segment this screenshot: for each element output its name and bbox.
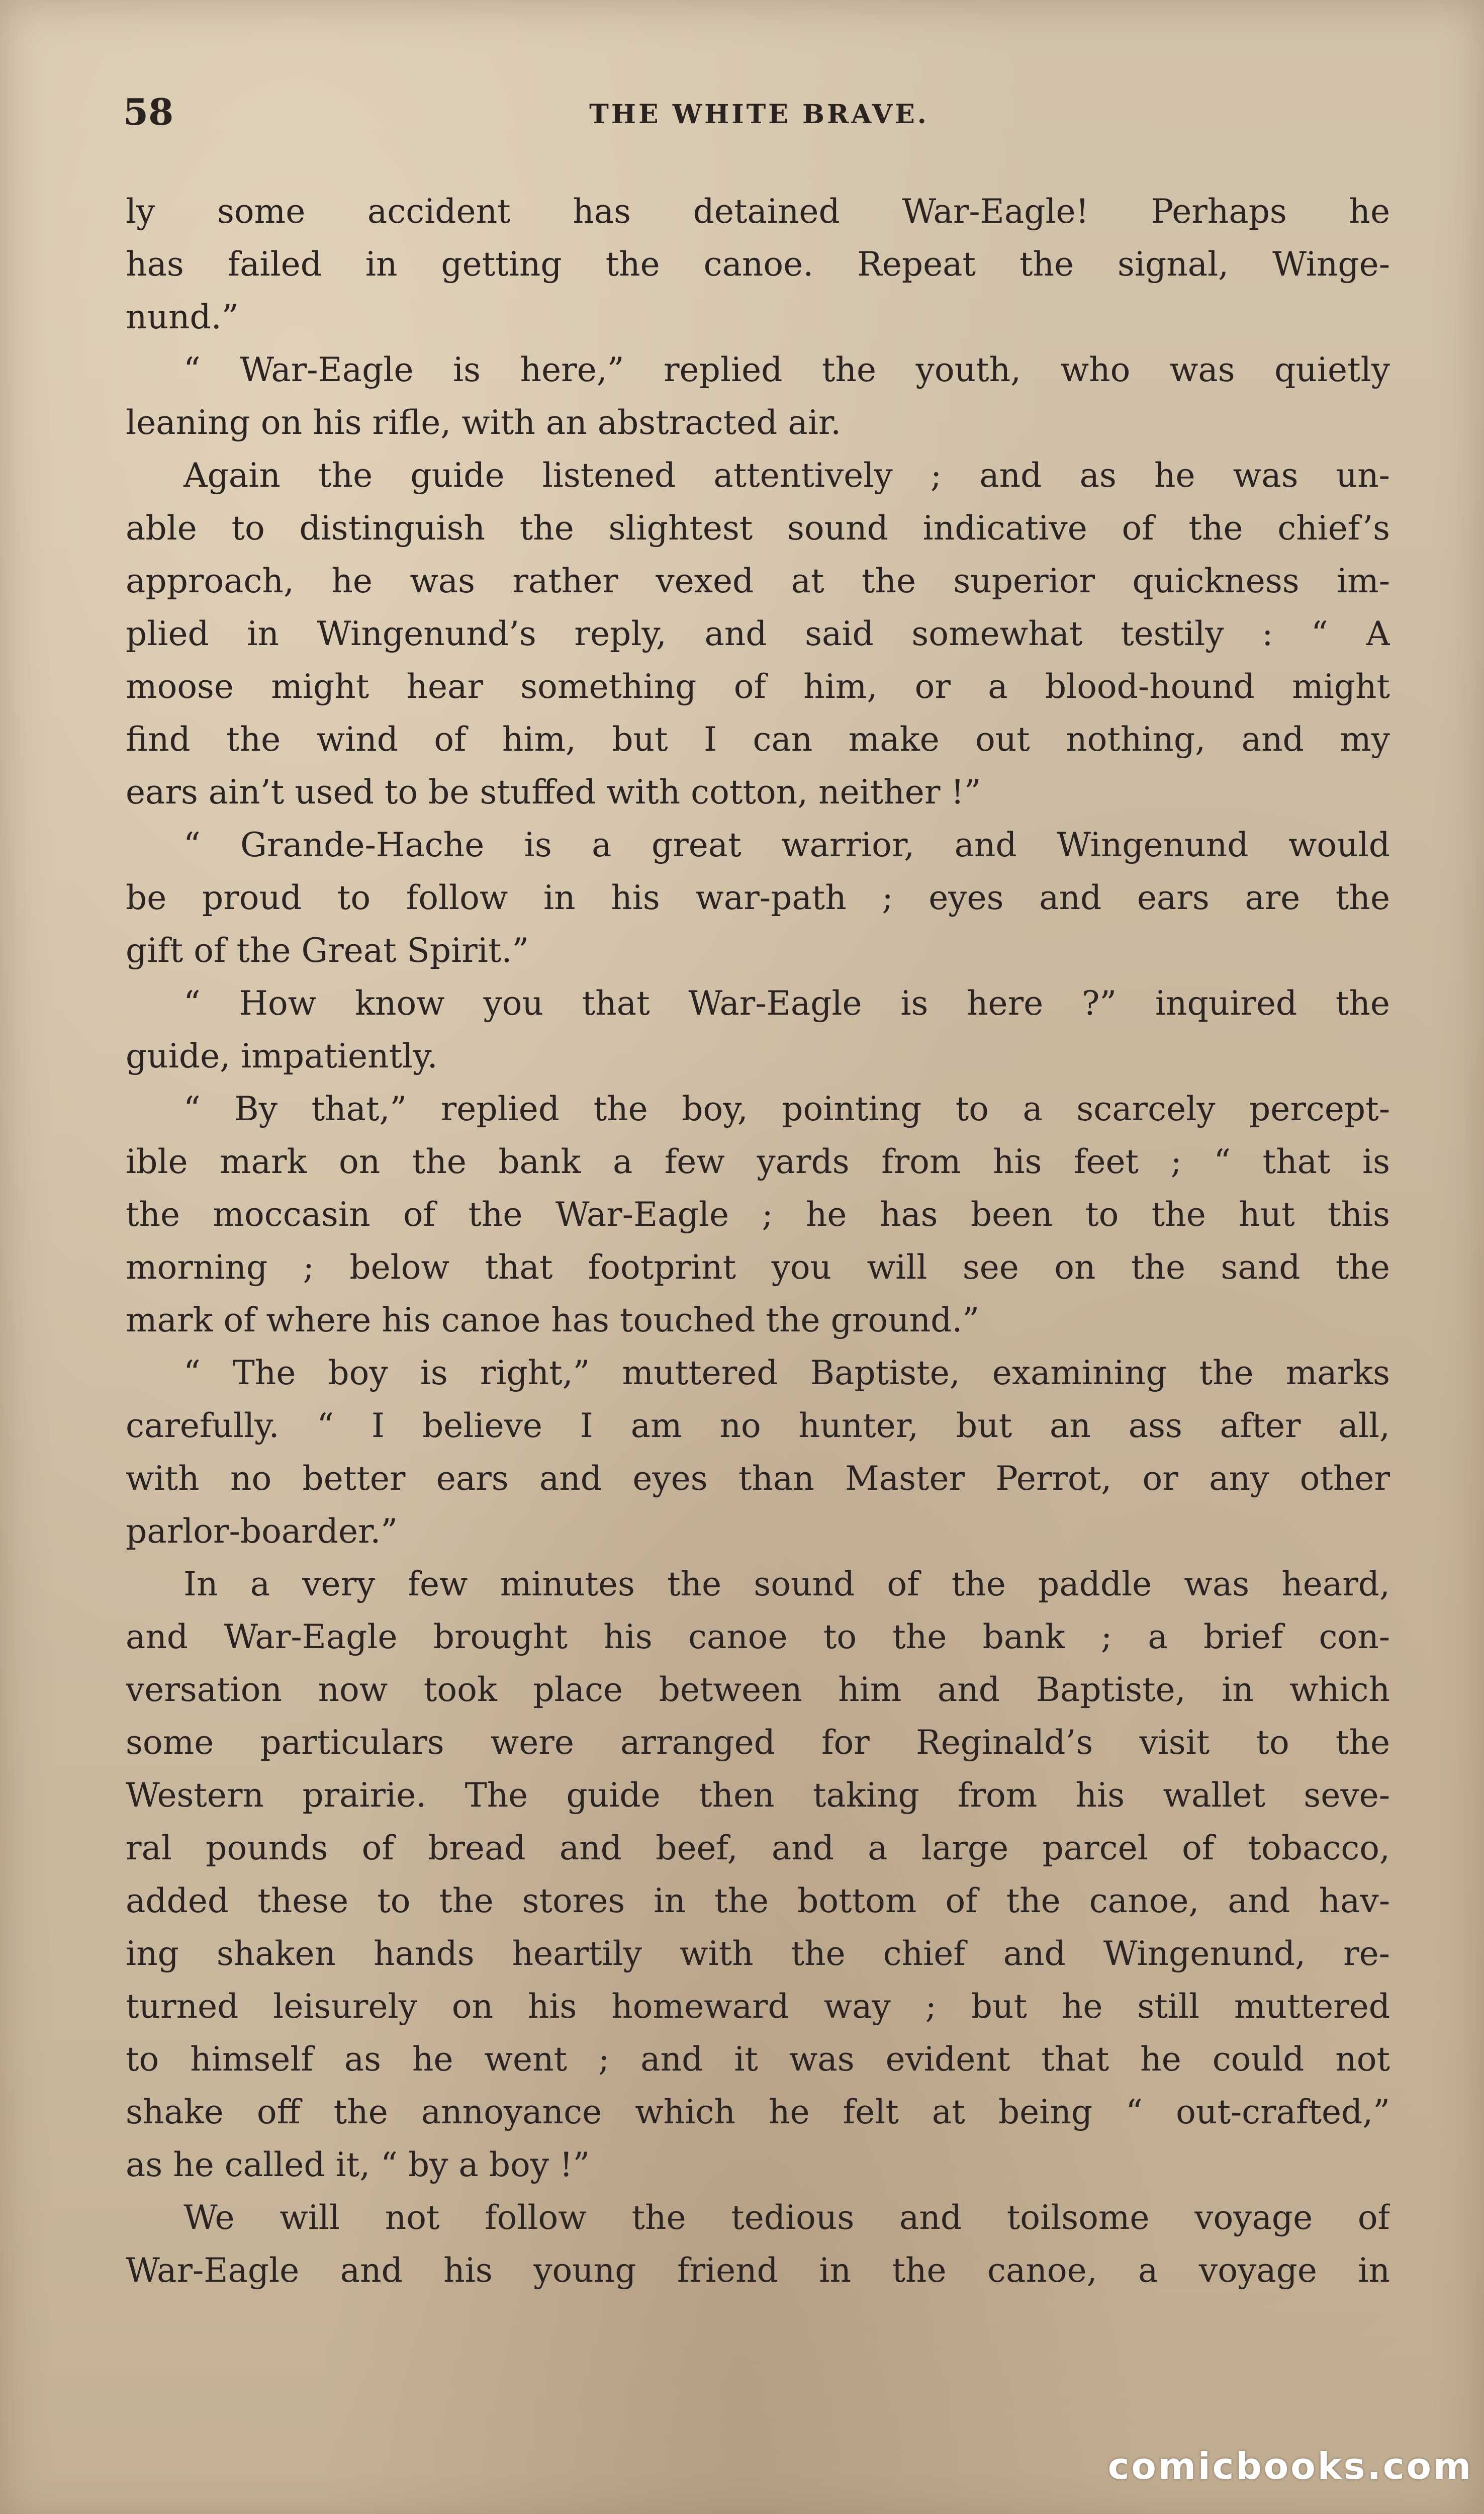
text-line: be proud to follow in his war-path ; eyes and ears are the bbox=[126, 878, 1390, 917]
text-line: We will not follow the tedious and toilsome voyage of bbox=[183, 2198, 1390, 2237]
text-line: and War-Eagle brought his canoe to the bank ; a brief con- bbox=[126, 1618, 1390, 1656]
text-line: as he called it, “ by a boy !” bbox=[126, 2145, 590, 2184]
text-line: ral pounds of bread and beef, and a large parcel of tobacco, bbox=[126, 1829, 1390, 1867]
text-line: ly some accident has detained War-Eagle! Perhaps he bbox=[126, 192, 1390, 231]
page-number: 58 bbox=[123, 91, 174, 133]
text-line: “ War-Eagle is here,” replied the youth, who was quietly bbox=[183, 350, 1390, 389]
text-line: added these to the stores in the bottom of the canoe, and hav- bbox=[126, 1881, 1390, 1920]
text-line: to himself as he went ; and it was evident that he could not bbox=[126, 2040, 1390, 2079]
text-line: approach, he was rather vexed at the superior quickness im- bbox=[126, 562, 1390, 600]
text-line: moose might hear something of him, or a blood-hound might bbox=[126, 667, 1390, 706]
text-line: Western prairie. The guide then taking from his wallet seve- bbox=[126, 1776, 1390, 1815]
text-line: War-Eagle and his young friend in the canoe, a voyage in bbox=[126, 2251, 1390, 2290]
text-line: the moccasin of the War-Eagle ; he has been to the hut this bbox=[126, 1195, 1390, 1234]
text-line: leaning on his rifle, with an abstracted air. bbox=[126, 403, 842, 442]
text-line: plied in Wingenund’s reply, and said somewhat testily : “ A bbox=[126, 614, 1390, 653]
running-header bbox=[123, 84, 1395, 140]
text-line: In a very few minutes the sound of the paddle was heard, bbox=[183, 1565, 1390, 1603]
text-line: carefully. “ I believe I am no hunter, but an ass after all, bbox=[126, 1406, 1390, 1445]
text-line: ing shaken hands heartily with the chief and Wingenund, re- bbox=[126, 1934, 1390, 1973]
text-line: morning ; below that footprint you will see on the sand the bbox=[126, 1248, 1390, 1287]
text-line: guide, impatiently. bbox=[126, 1037, 438, 1075]
text-line: “ How know you that War-Eagle is here ?” inquired the bbox=[183, 984, 1390, 1023]
text-line: “ By that,” replied the boy, pointing to a scarcely percept- bbox=[183, 1090, 1390, 1128]
text-line: ears ain’t used to be stuffed with cotton, neither !” bbox=[126, 773, 981, 812]
body-text bbox=[126, 185, 1390, 2297]
text-line: “ The boy is right,” muttered Baptiste, examining the marks bbox=[183, 1354, 1390, 1392]
text-line: has failed in getting the canoe. Repeat the signal, Winge- bbox=[126, 245, 1390, 284]
text-line: ible mark on the bank a few yards from his feet ; “ that is bbox=[126, 1142, 1390, 1181]
running-title: THE WHITE BRAVE. bbox=[589, 99, 929, 130]
text-line: able to distinguish the slightest sound indicative of the chief’s bbox=[126, 509, 1390, 548]
text-line: find the wind of him, but I can make out nothing, and my bbox=[126, 720, 1390, 759]
text-line: mark of where his canoe has touched the ground.” bbox=[126, 1301, 980, 1339]
text-line: some particulars were arranged for Reginald’s visit to the bbox=[126, 1723, 1390, 1762]
text-line: nund.” bbox=[126, 298, 239, 336]
text-line: Again the guide listened attentively ; and as he was un- bbox=[183, 456, 1390, 495]
watermark-text: comicbooks.com bbox=[1107, 2445, 1473, 2487]
text-line: versation now took place between him and Baptiste, in which bbox=[126, 1670, 1390, 1709]
text-line: turned leisurely on his homeward way ; but he still muttered bbox=[126, 1987, 1390, 2026]
text-line: shake off the annoyance which he felt at being “ out-crafted,” bbox=[126, 2093, 1390, 2131]
text-line: “ Grande-Hache is a great warrior, and Wingenund would bbox=[183, 826, 1390, 864]
text-line: with no better ears and eyes than Master Perrot, or any other bbox=[126, 1459, 1390, 1498]
text-line: gift of the Great Spirit.” bbox=[126, 931, 529, 970]
text-line: parlor-boarder.” bbox=[126, 1512, 398, 1551]
